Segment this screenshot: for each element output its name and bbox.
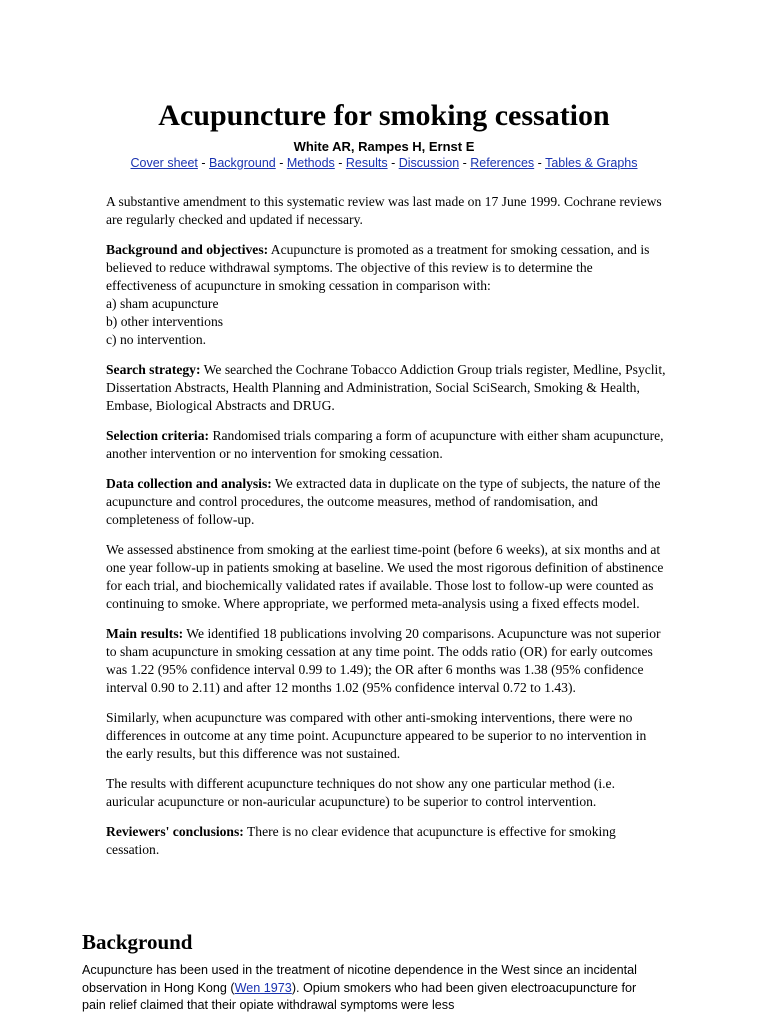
data-collection xyxy=(106,475,666,529)
section-label: Data collection and analysis: xyxy=(106,476,272,491)
nav-link-methods[interactable]: Methods xyxy=(286,156,335,170)
techniques-paragraph: The results with different acupuncture techniques do not show any one particular method (i.e. auricular acupuncture or non-auricular acupuncture) to be superior to control intervention. xyxy=(106,776,615,809)
nav-separator: - xyxy=(534,156,546,170)
page-title: Acupuncture for smoking cessation xyxy=(158,99,610,132)
nav-separator: - xyxy=(387,156,399,170)
nav-link-tables-graphs[interactable]: Tables & Graphs xyxy=(545,156,638,170)
background-paragraph xyxy=(82,962,662,1015)
nav-separator: - xyxy=(275,156,287,170)
section-label: Background and objectives: xyxy=(106,242,269,257)
section-label: Main results: xyxy=(106,626,184,641)
section-text: Acupuncture is promoted as a treatment for smoking cessation, and is believed to reduce withdrawal symptoms. The objective of this review is to determine the effectiveness of acupuncture in smoking cessation in comparison with: xyxy=(106,242,650,293)
background-text: ). Opium smokers who had been given electroacupuncture for pain relief claimed that their opiate withdrawal symptoms were less xyxy=(82,980,637,1012)
reviewers-conclusions xyxy=(106,823,666,859)
nav-separator: - xyxy=(334,156,346,170)
search-strategy xyxy=(106,361,666,415)
background-heading: Background xyxy=(82,930,193,954)
authors: White AR, Rampes H, Ernst E xyxy=(293,139,475,154)
nav-separator: - xyxy=(459,156,471,170)
background-objectives xyxy=(106,241,666,349)
main-results xyxy=(106,625,666,697)
nav-link-background[interactable]: Background xyxy=(209,156,276,170)
amendment-note: A substantive amendment to this systematic review was last made on 17 June 1999. Cochrane reviews are regularly checked and updated if necessary. xyxy=(106,194,662,227)
reference-link-wen-1973[interactable]: Wen 1973 xyxy=(234,980,292,995)
section-text: We extracted data in duplicate on the type of subjects, the nature of the acupuncture and control procedures, the outcome measures, method of randomisation, and completeness of follow-up. xyxy=(106,476,661,527)
abstract xyxy=(106,193,666,871)
list-item: c) no intervention. xyxy=(106,332,207,347)
nav-link-references[interactable]: References xyxy=(470,156,535,170)
section-nav xyxy=(0,155,768,172)
section-text: We searched the Cochrane Tobacco Addiction Group trials register, Medline, Psyclit, Dissertation Abstracts, Health Planning and Administration, Social SciSearch, Smoking & Health, Embase, Biological Abstracts and DRUG. xyxy=(106,362,666,413)
background-text: Acupuncture has been used in the treatment of nicotine dependence in the West since an incidental observation in Hong Kong ( xyxy=(82,963,637,995)
list-item: a) sham acupuncture xyxy=(106,296,219,311)
nav-link-cover-sheet[interactable]: Cover sheet xyxy=(130,156,198,170)
selection-criteria xyxy=(106,427,666,463)
nav-link-discussion[interactable]: Discussion xyxy=(398,156,460,170)
section-label: Reviewers' conclusions: xyxy=(106,824,244,839)
similarly-paragraph: Similarly, when acupuncture was compared with other anti-smoking interventions, there were no differences in outcome at any time point. Acupuncture appeared to be superior to no intervention in the early results, but this difference was not sustained. xyxy=(106,710,647,761)
section-text: There is no clear evidence that acupuncture is effective for smoking cessation. xyxy=(106,824,616,857)
abstinence-paragraph: We assessed abstinence from smoking at the earliest time-point (before 6 weeks), at six months and at one year follow-up in patients smoking at baseline. We used the most rigorous definition of abstinence for each trial, and biochemically validated rates if available. Those lost to follow-up were counted as continuing to smoke. Where appropriate, we performed meta-analysis using a fixed effects model. xyxy=(106,542,664,611)
section-text: We identified 18 publications involving 20 comparisons. Acupuncture was not superior to sham acupuncture in smoking cessation at any time point. The odds ratio (OR) for early outcomes was 1.22 (95% confidence interval 0.99 to 1.49); the OR after 6 months was 1.38 (95% confidence interval 0.90 to 2.11) and after 12 months 1.02 (95% confidence interval 0.72 to 1.43). xyxy=(106,626,661,695)
nav-separator: - xyxy=(197,156,210,170)
section-label: Selection criteria: xyxy=(106,428,210,443)
list-item: b) other interventions xyxy=(106,314,224,329)
nav-link-results[interactable]: Results xyxy=(345,156,388,170)
section-text: Randomised trials comparing a form of acupuncture with either sham acupuncture, another intervention or no intervention for smoking cessation. xyxy=(106,428,664,461)
section-label: Search strategy: xyxy=(106,362,201,377)
